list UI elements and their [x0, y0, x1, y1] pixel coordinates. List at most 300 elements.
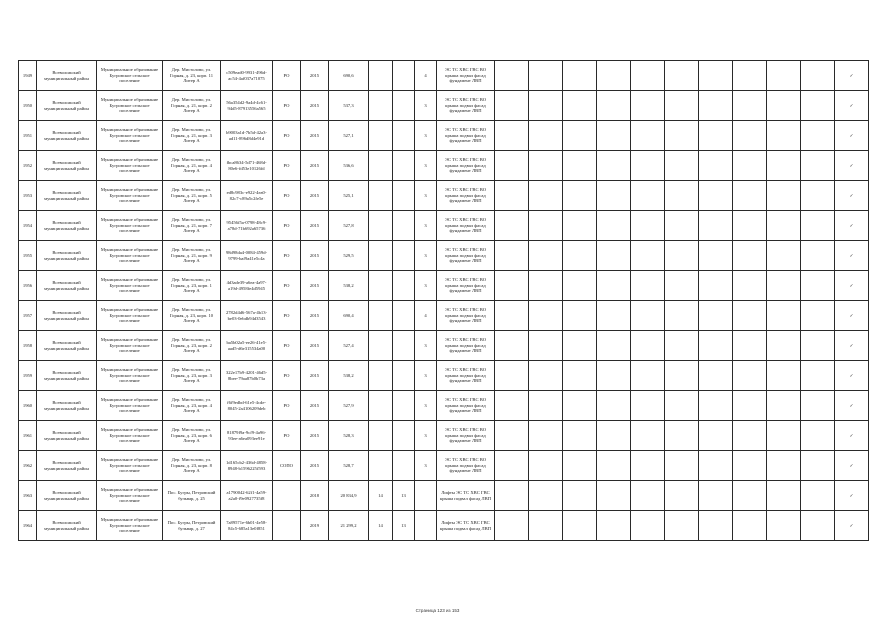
- table-row: [19, 421, 869, 451]
- district-cell: Всеволожский муниципальный район: [37, 391, 97, 421]
- blank-cell: [597, 451, 631, 481]
- count-cell-1: [369, 421, 393, 451]
- blank-cell: [699, 91, 733, 121]
- guid-cell: a1790042-62f1-4a59-a2a0-f9e0927735f8: [221, 481, 273, 511]
- count-cell-2: [393, 241, 415, 271]
- blank-cell: [665, 361, 699, 391]
- address-cell: Дер. Мистолово, ул. Горная, д. 23, корп. 6 Литер А: [163, 421, 221, 451]
- row-number: 1952: [19, 151, 37, 181]
- blank-cell: [699, 361, 733, 391]
- count-cell-2: [393, 361, 415, 391]
- floors-cell: 3: [415, 151, 437, 181]
- count-cell-2: [393, 181, 415, 211]
- blank-cell: [665, 211, 699, 241]
- ownership-form-cell: [273, 481, 301, 511]
- guid-cell: 81879f9a-9cf9-4a96-93ee-a6ea093ee91e: [221, 421, 273, 451]
- blank-cell: [801, 211, 835, 241]
- row-number: 1951: [19, 121, 37, 151]
- blank-cell: [699, 481, 733, 511]
- blank-cell: [801, 91, 835, 121]
- blank-cell: [495, 361, 529, 391]
- count-cell-2: 13: [393, 511, 415, 541]
- settlement-cell: Муниципальное образование Бугровское сельское поселение: [97, 481, 163, 511]
- district-cell: Всеволожский муниципальный район: [37, 211, 97, 241]
- check-mark-icon: ✓: [835, 361, 869, 391]
- blank-cell: [699, 121, 733, 151]
- blank-cell: [495, 391, 529, 421]
- district-cell: Всеволожский муниципальный район: [37, 331, 97, 361]
- settlement-cell: Муниципальное образование Бугровское сельское поселение: [97, 421, 163, 451]
- count-cell-1: [369, 361, 393, 391]
- blank-cell: [767, 151, 801, 181]
- district-cell: Всеволожский муниципальный район: [37, 511, 97, 541]
- year-cell: 2015: [301, 91, 329, 121]
- area-cell: 536,6: [329, 151, 369, 181]
- blank-cell: [563, 361, 597, 391]
- count-cell-2: [393, 211, 415, 241]
- blank-cell: [597, 121, 631, 151]
- year-cell: 2015: [301, 181, 329, 211]
- area-cell: 21 299,2: [329, 511, 369, 541]
- blank-cell: [495, 151, 529, 181]
- blank-cell: [563, 271, 597, 301]
- blank-cell: [529, 511, 563, 541]
- floors-cell: 3: [415, 181, 437, 211]
- year-cell: 2015: [301, 361, 329, 391]
- blank-cell: [563, 91, 597, 121]
- blank-cell: [495, 511, 529, 541]
- works-cell: ЭС ТС ХВС ГВС ВО крыша подвал фасад фундамент ЛВП: [437, 271, 495, 301]
- check-mark-icon: ✓: [835, 121, 869, 151]
- year-cell: 2015: [301, 211, 329, 241]
- guid-cell: b9003a1d-7b5d-42a3-ad11-896d8d4e91d: [221, 121, 273, 151]
- blank-cell: [529, 301, 563, 331]
- area-cell: 525,1: [329, 181, 369, 211]
- blank-cell: [495, 181, 529, 211]
- blank-cell: [733, 451, 767, 481]
- area-cell: 528,3: [329, 421, 369, 451]
- settlement-cell: Муниципальное образование Бугровское сельское поселение: [97, 181, 163, 211]
- guid-cell: 1d165cb2-436d-4858-8948-b1596225f593: [221, 451, 273, 481]
- blank-cell: [495, 211, 529, 241]
- count-cell-2: [393, 451, 415, 481]
- area-cell: 538,2: [329, 271, 369, 301]
- blank-cell: [699, 181, 733, 211]
- blank-cell: [665, 271, 699, 301]
- floors-cell: [415, 481, 437, 511]
- guid-cell: 95456f5a-0798-48c9-a78d-71b692a65736: [221, 211, 273, 241]
- settlement-cell: Муниципальное образование Бугровское сельское поселение: [97, 361, 163, 391]
- year-cell: 2015: [301, 271, 329, 301]
- address-cell: Дер. Мистолово, ул. Горная, д. 23, корп. 10 Литер А: [163, 301, 221, 331]
- works-cell: ЭС ТС ХВС ГВС ВО крыша подвал фасад фундамент ЛВП: [437, 121, 495, 151]
- blank-cell: [699, 271, 733, 301]
- works-cell: Лифты ЭС ТС ХВС ГВС крыша подвал фасад ЛВП: [437, 511, 495, 541]
- check-mark-icon: ✓: [835, 271, 869, 301]
- blank-cell: [801, 61, 835, 91]
- count-cell-2: [393, 331, 415, 361]
- area-cell: 527,4: [329, 331, 369, 361]
- works-cell: ЭС ТС ХВС ГВС ВО крыша подвал фасад фундамент ЛВП: [437, 211, 495, 241]
- blank-cell: [699, 421, 733, 451]
- floors-cell: 3: [415, 451, 437, 481]
- row-number: 1964: [19, 511, 37, 541]
- table-row: [19, 481, 869, 511]
- blank-cell: [631, 61, 665, 91]
- blank-cell: [495, 121, 529, 151]
- count-cell-1: [369, 181, 393, 211]
- ownership-form-cell: РО: [273, 151, 301, 181]
- address-cell: Дер. Мистолово, ул. Горная, д. 21, корп. 7 Литер А: [163, 211, 221, 241]
- count-cell-1: 14: [369, 511, 393, 541]
- address-cell: Дер. Мистолово, ул. Горная, д. 21, корп. 3 Литер А: [163, 121, 221, 151]
- blank-cell: [733, 511, 767, 541]
- blank-cell: [767, 421, 801, 451]
- row-number: 1959: [19, 361, 37, 391]
- blank-cell: [529, 181, 563, 211]
- row-number: 1954: [19, 211, 37, 241]
- blank-cell: [801, 361, 835, 391]
- blank-cell: [563, 331, 597, 361]
- address-cell: Пос. Бугры, Петровский бульвар, д. 25: [163, 481, 221, 511]
- blank-cell: [767, 181, 801, 211]
- year-cell: 2015: [301, 151, 329, 181]
- ownership-form-cell: [273, 511, 301, 541]
- blank-cell: [665, 391, 699, 421]
- count-cell-1: 14: [369, 481, 393, 511]
- works-cell: ЭС ТС ХВС ГВС ВО крыша подвал фасад фундамент ЛВП: [437, 301, 495, 331]
- address-cell: Дер. Мистолово, ул. Горная, д. 21, корп. 2 Литер А: [163, 91, 221, 121]
- guid-cell: 98d98da4-0084-459d-9799-baf9a41e5c4a: [221, 241, 273, 271]
- settlement-cell: Муниципальное образование Бугровское сельское поселение: [97, 391, 163, 421]
- settlement-cell: Муниципальное образование Бугровское сельское поселение: [97, 61, 163, 91]
- works-cell: ЭС ТС ХВС ГВС ВО крыша подвал фасад фундамент ЛВП: [437, 451, 495, 481]
- blank-cell: [699, 301, 733, 331]
- address-cell: Дер. Мистолово, ул. Горная, д. 23, корп. 8 Литер А: [163, 451, 221, 481]
- ownership-form-cell: РО: [273, 181, 301, 211]
- blank-cell: [665, 511, 699, 541]
- area-cell: 537,3: [329, 91, 369, 121]
- check-mark-icon: ✓: [835, 211, 869, 241]
- blank-cell: [767, 61, 801, 91]
- check-mark-icon: ✓: [835, 181, 869, 211]
- works-cell: Лифты ЭС ТС ХВС ГВС крыша подвал фасад ЛВП: [437, 481, 495, 511]
- table-row: [19, 121, 869, 151]
- works-cell: ЭС ТС ХВС ГВС ВО крыша подвал фасад фундамент ЛВП: [437, 331, 495, 361]
- blank-cell: [733, 241, 767, 271]
- blank-cell: [733, 211, 767, 241]
- works-cell: ЭС ТС ХВС ГВС ВО крыша подвал фасад фундамент ЛВП: [437, 361, 495, 391]
- check-mark-icon: ✓: [835, 61, 869, 91]
- count-cell-1: [369, 121, 393, 151]
- row-number: 1961: [19, 421, 37, 451]
- district-cell: Всеволожский муниципальный район: [37, 301, 97, 331]
- address-cell: Дер. Мистолово, ул. Горная, д. 21, корп. 4 Литер А: [163, 151, 221, 181]
- row-number: 1953: [19, 181, 37, 211]
- floors-cell: 3: [415, 271, 437, 301]
- blank-cell: [563, 241, 597, 271]
- ownership-form-cell: РО: [273, 391, 301, 421]
- blank-cell: [631, 481, 665, 511]
- district-cell: Всеволожский муниципальный район: [37, 481, 97, 511]
- blank-cell: [495, 481, 529, 511]
- check-mark-icon: ✓: [835, 451, 869, 481]
- table-row: [19, 451, 869, 481]
- works-cell: ЭС ТС ХВС ГВС ВО крыша подвал фасад фундамент ЛВП: [437, 391, 495, 421]
- blank-cell: [699, 451, 733, 481]
- area-cell: 20 834,9: [329, 481, 369, 511]
- blank-cell: [495, 61, 529, 91]
- blank-cell: [529, 211, 563, 241]
- floors-cell: 3: [415, 241, 437, 271]
- blank-cell: [597, 151, 631, 181]
- area-cell: 690,4: [329, 301, 369, 331]
- blank-cell: [699, 331, 733, 361]
- check-mark-icon: ✓: [835, 331, 869, 361]
- blank-cell: [597, 361, 631, 391]
- count-cell-2: [393, 91, 415, 121]
- district-cell: Всеволожский муниципальный район: [37, 271, 97, 301]
- count-cell-2: [393, 121, 415, 151]
- address-cell: Дер. Мистолово, ул. Горная, д. 23, корп. 4 Литер А: [163, 391, 221, 421]
- ownership-form-cell: РО: [273, 301, 301, 331]
- blank-cell: [733, 361, 767, 391]
- blank-cell: [563, 181, 597, 211]
- blank-cell: [529, 361, 563, 391]
- year-cell: 2015: [301, 451, 329, 481]
- blank-cell: [563, 481, 597, 511]
- blank-cell: [597, 301, 631, 331]
- blank-cell: [631, 331, 665, 361]
- settlement-cell: Муниципальное образование Бугровское сельское поселение: [97, 211, 163, 241]
- blank-cell: [563, 451, 597, 481]
- works-cell: ЭС ТС ХВС ГВС ВО крыша подвал фасад фундамент ЛВП: [437, 151, 495, 181]
- blank-cell: [631, 211, 665, 241]
- table-row: [19, 151, 869, 181]
- check-mark-icon: ✓: [835, 301, 869, 331]
- settlement-cell: Муниципальное образование Бугровское сельское поселение: [97, 241, 163, 271]
- blank-cell: [767, 271, 801, 301]
- blank-cell: [597, 481, 631, 511]
- blank-cell: [529, 91, 563, 121]
- blank-cell: [597, 211, 631, 241]
- count-cell-1: [369, 271, 393, 301]
- blank-cell: [597, 181, 631, 211]
- blank-cell: [563, 121, 597, 151]
- blank-cell: [665, 241, 699, 271]
- blank-cell: [495, 421, 529, 451]
- year-cell: 2015: [301, 301, 329, 331]
- row-number: 1949: [19, 61, 37, 91]
- blank-cell: [563, 61, 597, 91]
- blank-cell: [767, 301, 801, 331]
- blank-cell: [767, 451, 801, 481]
- count-cell-2: [393, 61, 415, 91]
- blank-cell: [733, 301, 767, 331]
- guid-cell: ba5b02a5-ee26-41e5-aad5-d6e315534a00: [221, 331, 273, 361]
- blank-cell: [597, 61, 631, 91]
- count-cell-1: [369, 241, 393, 271]
- blank-cell: [801, 301, 835, 331]
- blank-cell: [631, 511, 665, 541]
- ownership-form-cell: РО: [273, 361, 301, 391]
- blank-cell: [699, 241, 733, 271]
- blank-cell: [563, 301, 597, 331]
- area-cell: 527,9: [329, 391, 369, 421]
- district-cell: Всеволожский муниципальный район: [37, 421, 97, 451]
- area-cell: 690,6: [329, 61, 369, 91]
- blank-cell: [665, 91, 699, 121]
- blank-cell: [665, 151, 699, 181]
- check-mark-icon: ✓: [835, 151, 869, 181]
- blank-cell: [733, 91, 767, 121]
- blank-cell: [733, 121, 767, 151]
- count-cell-1: [369, 451, 393, 481]
- guid-cell: 4d3ade39-a6ea-4a97-a19d-4958fe4d5945: [221, 271, 273, 301]
- check-mark-icon: ✓: [835, 481, 869, 511]
- blank-cell: [631, 91, 665, 121]
- blank-cell: [665, 121, 699, 151]
- count-cell-1: [369, 61, 393, 91]
- table-row: [19, 61, 869, 91]
- guid-cell: 2782d4d6-567a-4b13-be03-0ebdb94d3543: [221, 301, 273, 331]
- count-cell-1: [369, 211, 393, 241]
- blank-cell: [495, 271, 529, 301]
- guid-cell: 7a89571e-6b01-4e58-84c5-685a13e0f851: [221, 511, 273, 541]
- blank-cell: [801, 451, 835, 481]
- settlement-cell: Муниципальное образование Бугровское сельское поселение: [97, 331, 163, 361]
- blank-cell: [665, 331, 699, 361]
- works-cell: ЭС ТС ХВС ГВС ВО крыша подвал фасад фундамент ЛВП: [437, 181, 495, 211]
- blank-cell: [495, 331, 529, 361]
- blank-cell: [801, 151, 835, 181]
- blank-cell: [699, 391, 733, 421]
- district-cell: Всеволожский муниципальный район: [37, 121, 97, 151]
- row-number: 1956: [19, 271, 37, 301]
- blank-cell: [597, 331, 631, 361]
- settlement-cell: Муниципальное образование Бугровское сельское поселение: [97, 511, 163, 541]
- count-cell-1: [369, 301, 393, 331]
- count-cell-1: [369, 331, 393, 361]
- blank-cell: [563, 391, 597, 421]
- blank-cell: [597, 241, 631, 271]
- blank-cell: [631, 181, 665, 211]
- floors-cell: 3: [415, 331, 437, 361]
- blank-cell: [529, 451, 563, 481]
- year-cell: 2015: [301, 121, 329, 151]
- ownership-form-cell: РО: [273, 121, 301, 151]
- blank-cell: [597, 91, 631, 121]
- blank-cell: [597, 421, 631, 451]
- blank-cell: [631, 151, 665, 181]
- settlement-cell: Муниципальное образование Бугровское сельское поселение: [97, 301, 163, 331]
- settlement-cell: Муниципальное образование Бугровское сельское поселение: [97, 271, 163, 301]
- blank-cell: [733, 331, 767, 361]
- row-number: 1950: [19, 91, 37, 121]
- ownership-form-cell: СОПО: [273, 451, 301, 481]
- guid-cell: fbca8634-5d71-468d-80e6-fd53e10126fd: [221, 151, 273, 181]
- blank-cell: [529, 121, 563, 151]
- table-row: [19, 211, 869, 241]
- check-mark-icon: ✓: [835, 391, 869, 421]
- blank-cell: [767, 511, 801, 541]
- table-row: [19, 91, 869, 121]
- blank-cell: [801, 181, 835, 211]
- blank-cell: [699, 211, 733, 241]
- settlement-cell: Муниципальное образование Бугровское сельское поселение: [97, 151, 163, 181]
- address-cell: Дер. Мистолово, ул. Горная, д. 21, корп. 9 Литер А: [163, 241, 221, 271]
- blank-cell: [801, 121, 835, 151]
- blank-cell: [597, 511, 631, 541]
- blank-cell: [529, 241, 563, 271]
- blank-cell: [665, 301, 699, 331]
- check-mark-icon: ✓: [835, 91, 869, 121]
- blank-cell: [529, 151, 563, 181]
- row-number: 1963: [19, 481, 37, 511]
- address-cell: Пос. Бугры, Петровский бульвар, д. 27: [163, 511, 221, 541]
- settlement-cell: Муниципальное образование Бугровское сельское поселение: [97, 91, 163, 121]
- blank-cell: [801, 391, 835, 421]
- area-cell: 538,2: [329, 361, 369, 391]
- guid-cell: 56a354d2-9a4d-4c61-94d5-87913556a565: [221, 91, 273, 121]
- floors-cell: 4: [415, 301, 437, 331]
- registry-table: [18, 60, 869, 541]
- address-cell: Дер. Мистолово, ул. Горная, д. 21, корп. 5 Литер А: [163, 181, 221, 211]
- year-cell: 2015: [301, 241, 329, 271]
- ownership-form-cell: РО: [273, 331, 301, 361]
- year-cell: 2015: [301, 61, 329, 91]
- ownership-form-cell: РО: [273, 91, 301, 121]
- year-cell: 2015: [301, 421, 329, 451]
- blank-cell: [631, 361, 665, 391]
- blank-cell: [665, 481, 699, 511]
- blank-cell: [767, 211, 801, 241]
- blank-cell: [665, 451, 699, 481]
- blank-cell: [801, 331, 835, 361]
- district-cell: Всеволожский муниципальный район: [37, 451, 97, 481]
- blank-cell: [529, 391, 563, 421]
- floors-cell: [415, 511, 437, 541]
- table-row: [19, 391, 869, 421]
- address-cell: Дер. Мистолово, ул. Горная, д. 23, корп. 2 Литер А: [163, 331, 221, 361]
- count-cell-1: [369, 391, 393, 421]
- blank-cell: [631, 301, 665, 331]
- blank-cell: [699, 151, 733, 181]
- blank-cell: [767, 91, 801, 121]
- area-cell: 527,1: [329, 121, 369, 151]
- count-cell-1: [369, 151, 393, 181]
- district-cell: Всеволожский муниципальный район: [37, 241, 97, 271]
- blank-cell: [801, 511, 835, 541]
- count-cell-2: 13: [393, 481, 415, 511]
- blank-cell: [631, 241, 665, 271]
- count-cell-2: [393, 151, 415, 181]
- address-cell: Дер. Мистолово, ул. Горная, д. 23, корп. 1 Литер А: [163, 271, 221, 301]
- blank-cell: [597, 391, 631, 421]
- blank-cell: [529, 331, 563, 361]
- row-number: 1958: [19, 331, 37, 361]
- table-row: [19, 331, 869, 361]
- blank-cell: [733, 151, 767, 181]
- district-cell: Всеволожский муниципальный район: [37, 61, 97, 91]
- settlement-cell: Муниципальное образование Бугровское сельское поселение: [97, 451, 163, 481]
- guid-cell: c509ead0-9931-496d-ac54-4af037a71075: [221, 61, 273, 91]
- blank-cell: [699, 511, 733, 541]
- check-mark-icon: ✓: [835, 511, 869, 541]
- year-cell: 2015: [301, 391, 329, 421]
- works-cell: ЭС ТС ХВС ГВС ВО крыша подвал фасад фундамент ЛВП: [437, 61, 495, 91]
- blank-cell: [529, 271, 563, 301]
